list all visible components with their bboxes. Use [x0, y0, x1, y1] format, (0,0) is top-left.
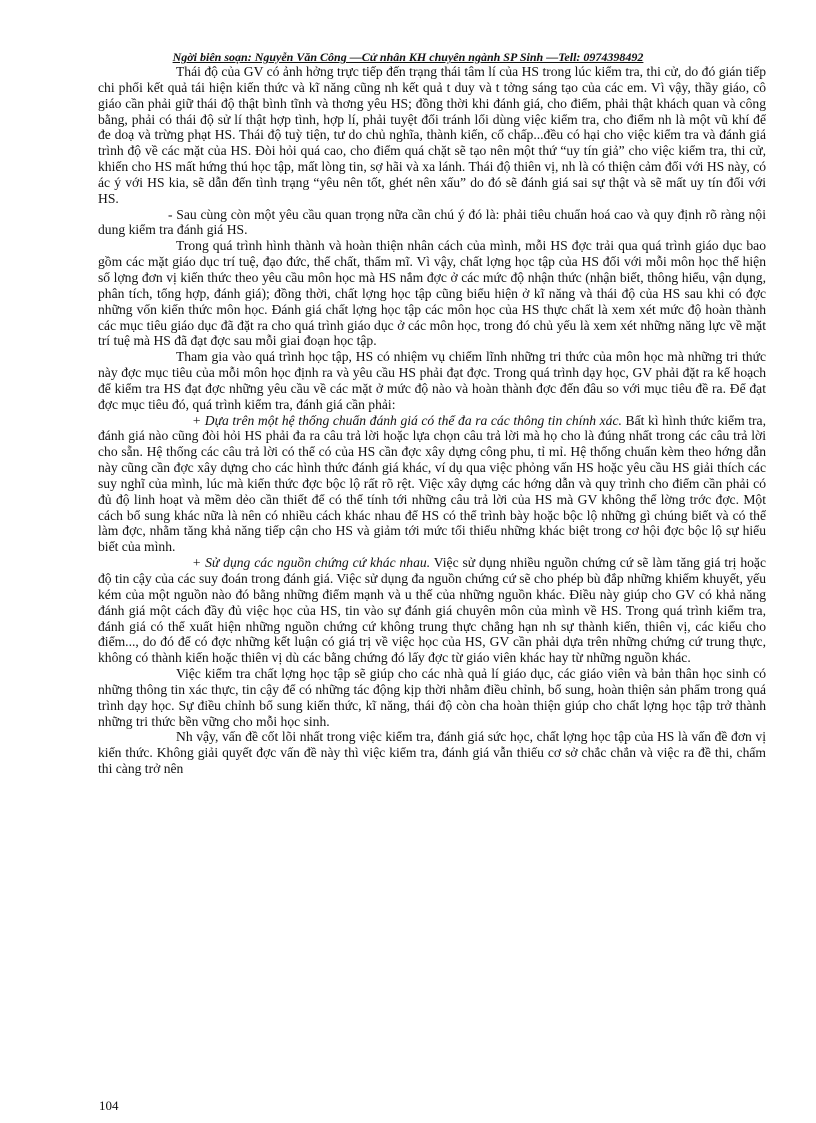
evidence-sources-text: Việc sử dụng nhiều nguồn chứng cứ sẽ làm tăng giá trị hoặc độ tin cậy của các suy đoán trong đánh giá. Việc sử dụng đa nguồn chứng cứ sẽ cho phép bù đắp những khiếm khuyết, yếu kém của một nguồn nào đó bằng những điểm mạnh và u thế của những nguồn khác. Điều này giúp cho GV có khả năng đánh giá một cách đầy đủ việc học của HS, tin vào sự đánh giá chuyên môn của mình về HS. Trong quá trình kiểm tra, đánh giá có thể xuất hiện những nguồn chứng cứ không trung thực chẳng hạn nh sự thành kiến, thiên vị, các kiểu cho điểm..., do đó để có đợc những kết luận có giá trị về việc học của HS, GV cần phải dựa trên những chứng cứ trung thực, không có thành kiến hoặc thiên vị dù các bằng chứng đó lấy đợc từ giáo viên khác hay từ những nguồn khác. — [98, 555, 767, 666]
standard-system-lead: + Dựa trên một hệ thống chuẩn đánh giá có thể đa ra các thông tin chính xác. — [192, 412, 622, 428]
evidence-sources-lead: + Sử dụng các nguồn chứng cứ khác nhau. — [192, 555, 431, 571]
paragraph-core-issue: Nh vậy, vấn đề cốt lõi nhất trong việc kiểm tra, đánh giá sức học, chất lợng học tập của HS là vấn đề đơn vị kiến thức. Không giải quyết đợc vấn đề này thì việc kiểm tra, đánh giá vẫn thiếu cơ sở chắc chắn và việc ra đề thi, chấm thi càng trở nên — [98, 729, 766, 777]
paragraph-quality-check: Việc kiểm tra chất lợng học tập sẽ giúp cho các nhà quả lí giáo dục, các giáo viên và bản thân học sinh có những thông tin xác thực, tin cậy để có những tác động kịp thời nhằm điều chỉnh, bổ sung, hoàn thiện sản phẩm trong quá trình dạy học. Sự điều chỉnh bổ sung kiến thức, kĩ năng, thái độ còn cha hoàn thiện giúp cho chất lợng học tập trở thành những tri thức bền vững cho mỗi học sinh. — [98, 666, 766, 729]
paragraph-standard-system — [98, 413, 766, 556]
standard-system-text: Bất kì hình thức kiểm tra, đánh giá nào cũng đòi hỏi HS phải đa ra câu trả lời hoặc lựa chọn câu trả lời mà họ cho là đúng nhất trong các câu trả lời cho sẵn. Hệ thống các câu trả lời có thể có của HS cần đợc xây dựng công phu, tỉ mỉ. Hệ thống chuẩn kèm theo hớng dẫn này cũng cần đợc xây dựng cho các hình thức đánh giá khác, ví dụ qua việc phỏng vấn HS hoặc yêu cầu HS giải thích các suy nghĩ của mình, lúc mà kiến thức đợc bộc lộ rất rõ rệt. Việc xây dựng các hớng dẫn và quy trình cho điểm cần phải có đủ độ linh hoạt và mềm dẻo cần thiết để có thể tính tới những câu trả lời của HS mà GV không thể lờng trớc đợc. Một cách bổ sung khác nữa là nên có nhiều cách khác nhau để HS có thể trình bày hoặc bộc lộ những gì chúng biết và có thể làm đợc, nhằm tăng khả năng tiếp cận cho HS và giảm tới mức tối thiểu những khác biệt trong cơ hội đợc bộc lộ sự hiểu biết của mình. — [98, 412, 766, 555]
body-text — [98, 64, 766, 777]
paragraph-learning-quality: Trong quá trình hình thành và hoàn thiện nhân cách của mình, mỗi HS đợc trải qua quá trình giáo dục bao gồm các mặt giáo dục trí tuệ, đạo đức, thể chất, thẩm mĩ. Vì vậy, chất lợng học tập của HS đối với mỗi môn học thể hiện số lợng đơn vị kiến thức theo yêu cầu môn học mà HS nắm đợc ở các mức độ nhận thức (nhận biết, thông hiểu, vận dụng, phân tích, tổng hợp, đánh giá); đồng thời, chất lợng học tập cũng biểu hiện ở kĩ năng và thái độ của HS sau khi có đợc những vốn kiến thức môn học. Đánh giá chất lợng học tập các môn học của HS thực chất là xem xét mức độ hoàn thành các mục tiêu giáo dục đã đặt ra cho quá trình giáo dục ở các môn học, trong đó chủ yếu là xem xét những năng lực về mặt trí tuệ mà HS đã đạt đợc sau mỗi giai đoạn học tập. — [98, 238, 766, 349]
page-number: 104 — [99, 1098, 119, 1113]
page-header: Ngời biên soạn: Nguyễn Văn Công —Cử nhân KH chuyên ngành SP Sinh —Tell: 0974398492 — [172, 50, 644, 64]
paragraph-learning-tasks: Tham gia vào quá trình học tập, HS có nhiệm vụ chiếm lĩnh những tri thức của môn học mà những tri thức này đợc mục tiêu của mỗi môn học định ra và yêu cầu HS phải đạt đợc. Trong quá trình dạy học, GV phải đặt ra kế hoạch để kiểm tra HS đạt đợc những yêu cầu về các mặt ở mức độ nào và hoàn thành đợc đến đâu so với mục tiêu đề ra. Để đạt đợc mục tiêu đó, quá trình kiểm tra, đánh giá cần phải: — [98, 349, 766, 412]
paragraph-teacher-attitude: Thái độ của GV có ảnh hởng trực tiếp đến trạng thái tâm lí của HS trong lúc kiểm tra, thi cử, do đó gián tiếp chi phối kết quả tái hiện kiến thức và kĩ năng cũng nh kết quả t duy và t tởng sáng tạo của các em. Vì vậy, thầy giáo, cô giáo cần phải giữ thái độ thật bình tĩnh và thơng yêu HS; đồng thời khi đánh giá, cho điểm, phải thật khách quan và công bằng, phải có thái độ sử lí thật hợp tình, hợp lí, phải tuyệt đối tránh lối dùng việc kiểm tra, cho điểm nh là một vũ khí để đe doạ và trừng phạt HS. Thái độ tuỳ tiện, tư do chủ nghĩa, thành kiến, cố chấp...đều có hại cho việc kiểm tra và đánh giá trình độ về các mặt của HS. Đòi hỏi quá cao, cho điểm quá chặt sẽ tạo nên một thứ “uy tín giả” cho việc kiểm tra, thi cử, khiến cho HS mất hứng thú học tập, mất lòng tin, sợ hãi và xa lánh. Thái độ thiên vị, nh là có thiện cảm đối với HS này, có ác ý với HS kia, sẽ dẫn đến tình trạng “yêu nên tốt, ghét nên xấu” do đó sẽ đánh giá sai sự thật và sẽ mất uy tín đối với HS. — [98, 64, 766, 206]
paragraph-evidence-sources — [98, 555, 766, 666]
paragraph-final-requirement: - Sau cùng còn một yêu cầu quan trọng nữa cần chú ý đó là: phải tiêu chuẩn hoá cao và quy định rõ ràng nội dung kiểm tra đánh giá HS. — [98, 206, 766, 238]
